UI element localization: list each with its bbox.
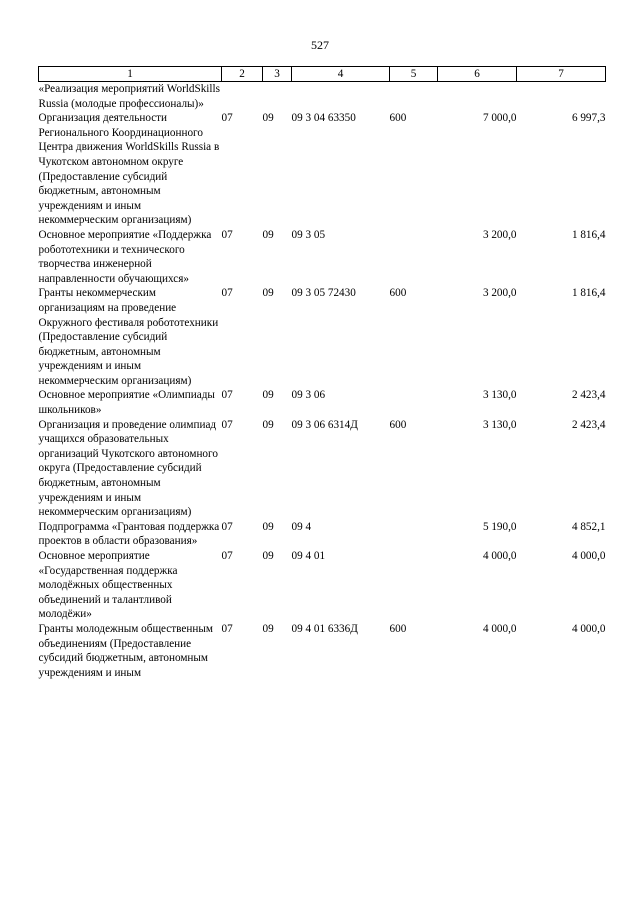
executed-amount-cell: 2 423,4 (571, 418, 606, 431)
subsection-code-cell: 09 (262, 520, 274, 533)
header-cell: 6 (438, 67, 517, 82)
table-row (39, 388, 606, 417)
header-cell: 7 (517, 67, 606, 82)
target-article-cell (292, 82, 390, 112)
row-name-cell: Гранты некоммерческим организациям на проведение Окружного фестиваля робототехники (Предоставление субсидий бюджетным, автономным учреждениям и иным некоммерческим организациям) (38, 287, 219, 387)
expense-type-cell (390, 520, 438, 549)
target-article-cell: 09 4 (291, 520, 312, 533)
table-row (39, 286, 606, 388)
section-code-cell (222, 82, 263, 112)
table-row (39, 418, 606, 520)
section-code-cell: 07 (221, 228, 233, 241)
expense-type-cell (390, 549, 438, 622)
expense-type-cell (390, 82, 438, 112)
expense-type-cell: 600 (389, 112, 407, 125)
executed-amount-cell (517, 82, 606, 112)
executed-amount-cell: 4 000,0 (571, 550, 606, 562)
table-row (39, 520, 606, 549)
section-code-cell: 07 (221, 389, 233, 402)
row-name-cell: «Реализация мероприятий WorldSkills Russia (молодые профессионалы)» (38, 83, 220, 110)
table-row (39, 622, 606, 680)
subsection-code-cell: 09 (262, 550, 274, 562)
executed-amount-cell: 4 000,0 (571, 622, 606, 635)
header-cell: 3 (263, 67, 292, 82)
target-article-cell: 09 4 01 (291, 550, 326, 562)
target-article-cell: 09 4 01 6336Д (291, 622, 358, 635)
planned-amount-cell: 4 000,0 (482, 622, 517, 635)
target-article-cell: 09 3 05 72430 (291, 287, 356, 300)
expense-type-cell: 600 (389, 287, 407, 300)
table-row (39, 228, 606, 286)
header-cell: 1 (39, 67, 222, 82)
row-name-cell: Организация и проведение олимпиад учащихся образовательных организаций Чукотского автономного округа (Предоставление субсидий бюджетным, автономным учреждениям и иным некоммерческим организациям) (38, 418, 218, 519)
target-article-cell: 09 3 06 6314Д (291, 418, 358, 431)
section-code-cell: 07 (221, 112, 233, 125)
table-row (39, 82, 606, 112)
subsection-code-cell: 09 (262, 112, 274, 125)
subsection-code-cell: 09 (262, 389, 274, 402)
row-name-cell: Основное мероприятие «Поддержка робототехники и технического творчества инженерной направленности обучающихся» (38, 228, 212, 285)
target-article-cell: 09 3 04 63350 (291, 112, 356, 125)
target-article-cell: 09 3 06 (291, 389, 326, 402)
row-name-cell: Организация деятельности Регионального Координационного Центра движения WorldSkills Russia в Чукотском автономном округе (Предоставление субсидий бюджетным, автономным учреждениям и иным некоммерческим организациям) (38, 112, 220, 227)
section-code-cell: 07 (221, 520, 233, 533)
expense-type-cell (390, 388, 438, 417)
row-name-cell: Основное мероприятие «Государственная поддержка молодёжных общественных объединений и талантливой молодёжи» (38, 550, 178, 621)
row-name-cell: Гранты молодежным общественным объединениям (Предоставление субсидий бюджетным, автономным учреждениям и иным (38, 622, 213, 679)
row-name-cell: Подпрограмма «Грантовая поддержка проектов в области образования» (38, 520, 220, 548)
section-code-cell: 07 (221, 287, 233, 300)
executed-amount-cell: 2 423,4 (571, 389, 606, 402)
planned-amount-cell: 3 200,0 (482, 287, 517, 300)
planned-amount-cell: 3 130,0 (482, 389, 517, 402)
header-cell: 4 (292, 67, 390, 82)
subsection-code-cell: 09 (262, 287, 274, 300)
subsection-code-cell (263, 82, 292, 112)
planned-amount-cell: 4 000,0 (482, 550, 517, 562)
expense-type-cell: 600 (389, 418, 407, 431)
target-article-cell: 09 3 05 (291, 228, 326, 241)
subsection-code-cell: 09 (262, 228, 274, 241)
planned-amount-cell: 3 130,0 (482, 418, 517, 431)
page-number: 527 (311, 38, 329, 52)
header-cell: 5 (390, 67, 438, 82)
header-row (39, 67, 606, 82)
planned-amount-cell: 3 200,0 (482, 228, 517, 241)
expense-type-cell (390, 228, 438, 286)
row-name-cell: Основное мероприятие «Олимпиады школьников» (38, 389, 215, 417)
expense-type-cell: 600 (389, 622, 407, 635)
subsection-code-cell: 09 (262, 418, 274, 431)
budget-table (38, 66, 606, 680)
table-row (39, 549, 606, 622)
executed-amount-cell: 1 816,4 (571, 228, 606, 241)
executed-amount-cell: 6 997,3 (571, 112, 606, 125)
section-code-cell: 07 (221, 418, 233, 431)
planned-amount-cell: 5 190,0 (482, 520, 517, 533)
table-row (39, 111, 606, 228)
planned-amount-cell: 7 000,0 (482, 112, 517, 125)
section-code-cell: 07 (221, 622, 233, 635)
executed-amount-cell: 1 816,4 (571, 287, 606, 300)
header-cell: 2 (222, 67, 263, 82)
planned-amount-cell (438, 82, 517, 112)
executed-amount-cell: 4 852,1 (571, 520, 606, 533)
subsection-code-cell: 09 (262, 622, 274, 635)
section-code-cell: 07 (221, 550, 233, 562)
